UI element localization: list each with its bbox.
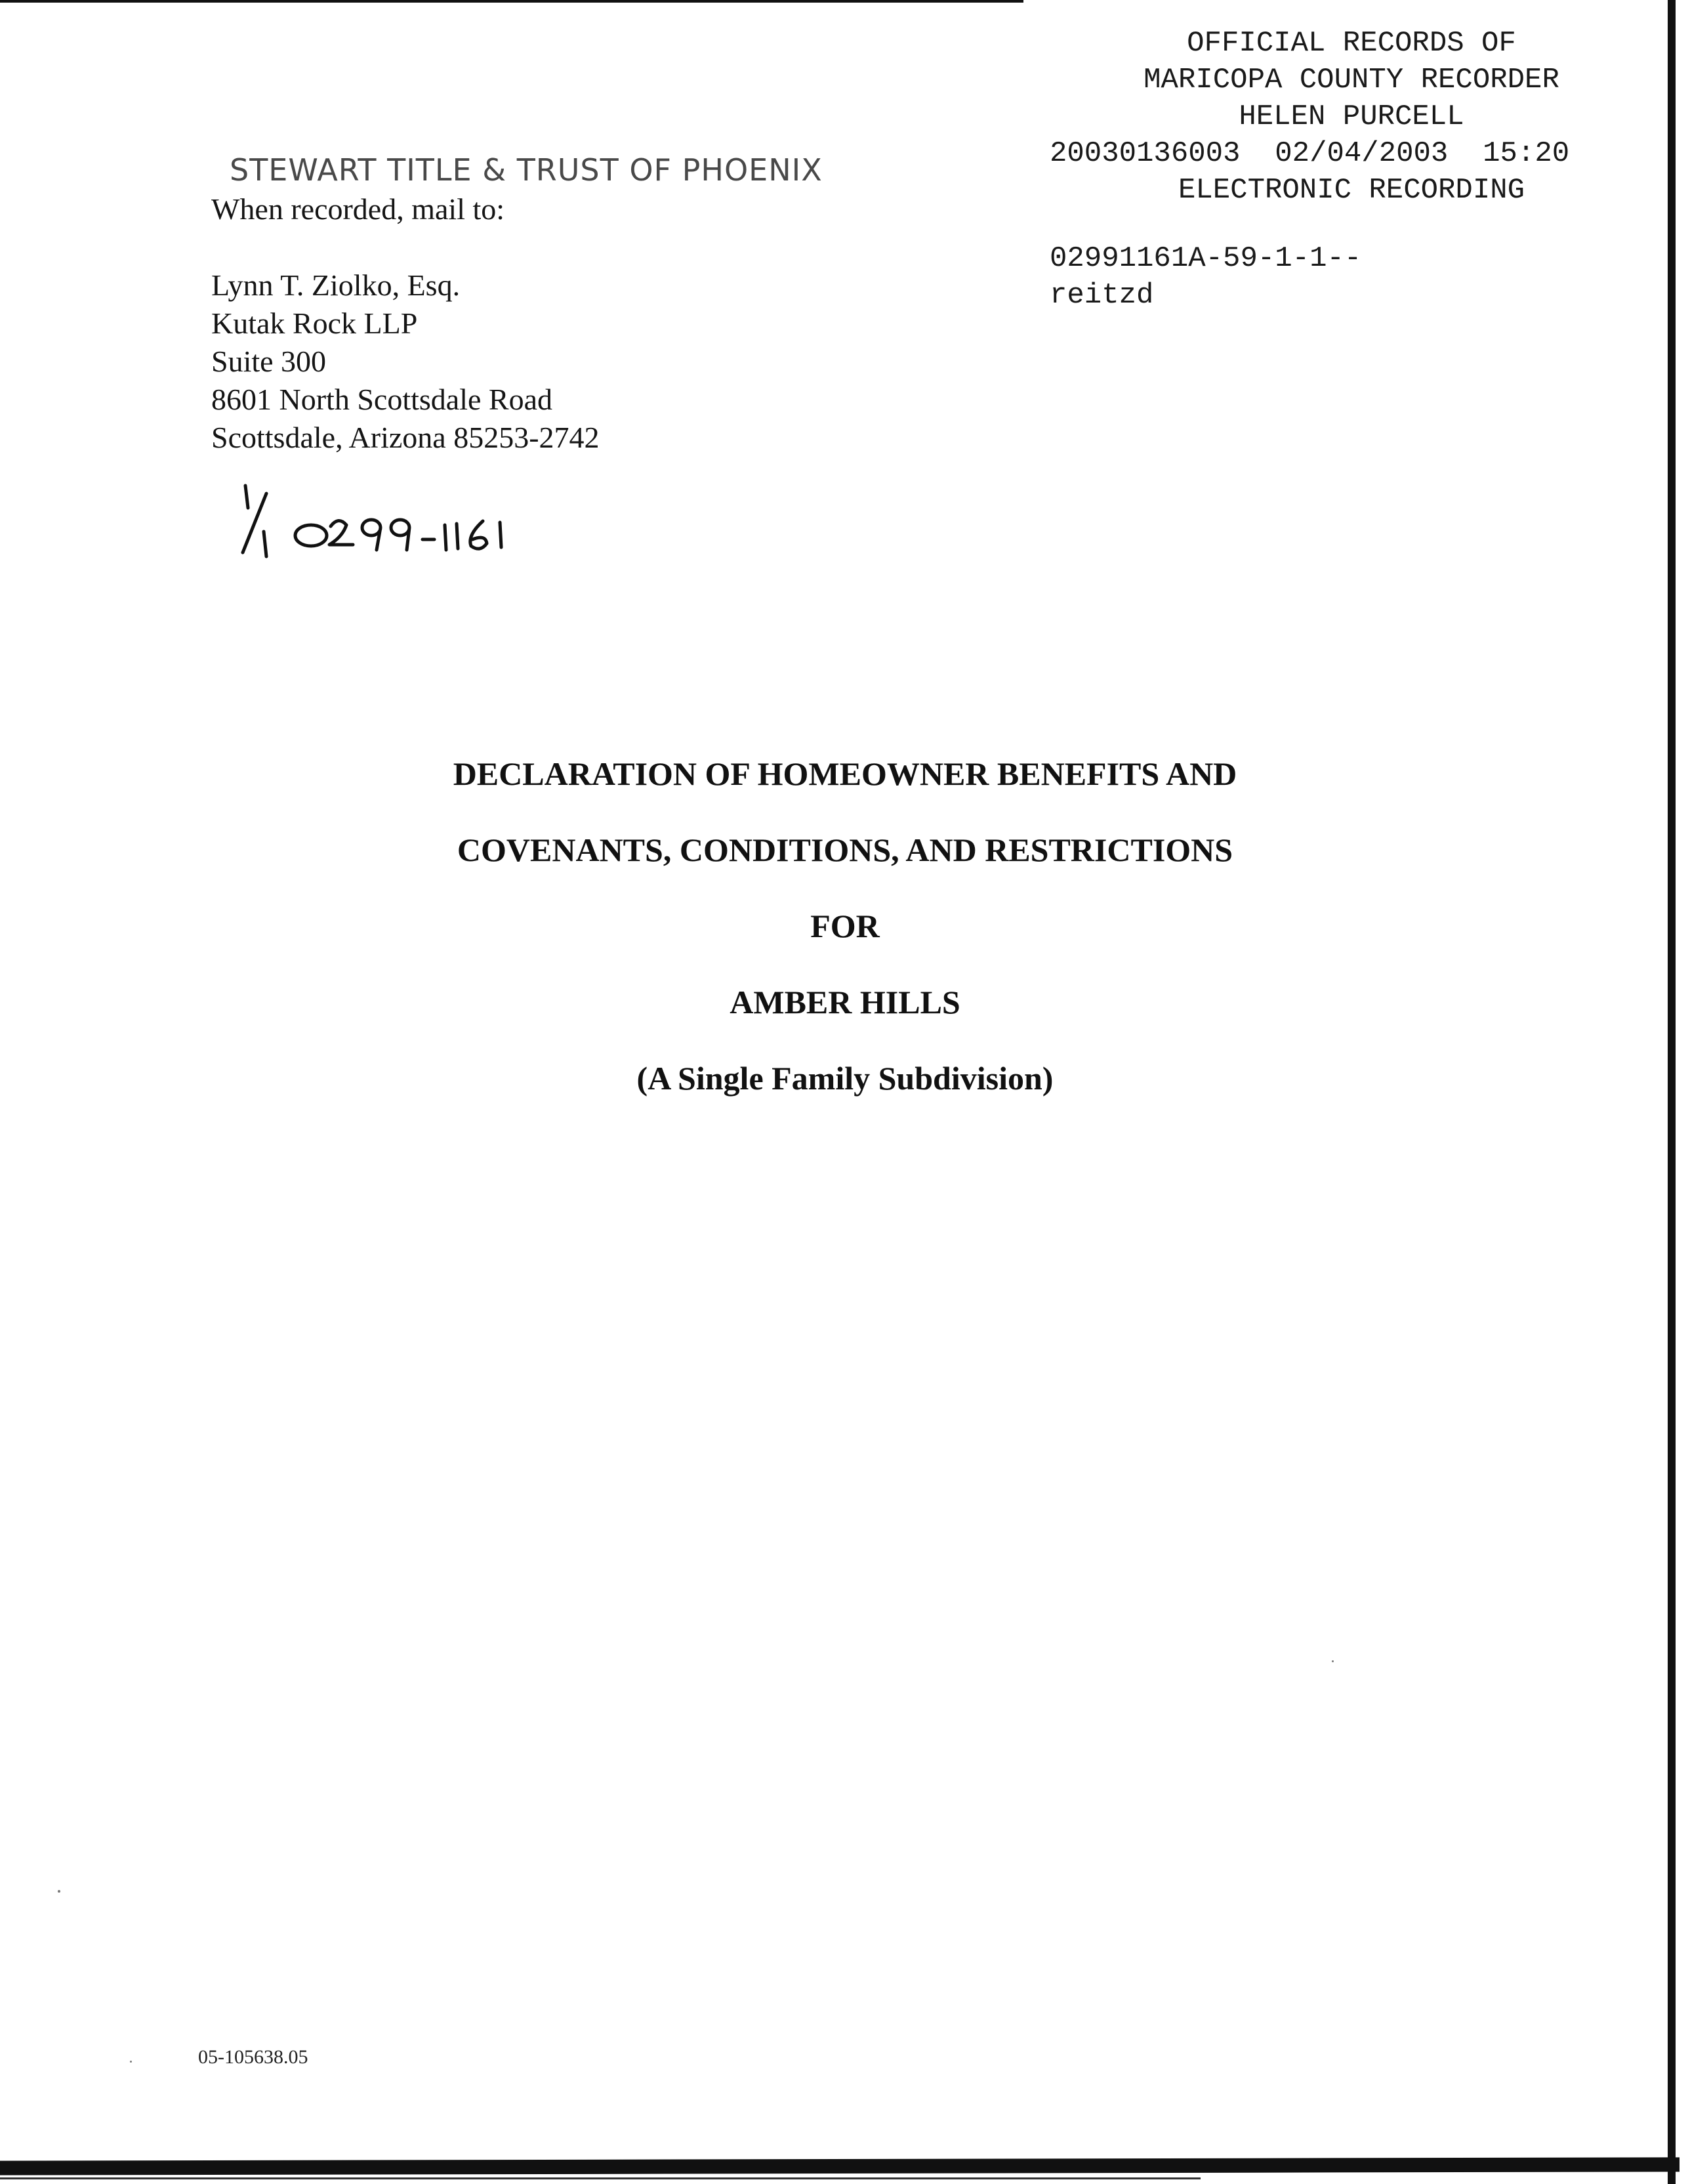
document-number: 05-105638.05	[198, 2046, 308, 2068]
handwritten-note	[237, 479, 552, 564]
mail-to-heading: When recorded, mail to:	[211, 192, 505, 226]
title-line-subdivision-name: AMBER HILLS	[730, 984, 960, 1020]
stamp-code: 02991161A-59-1-1--	[1050, 242, 1362, 275]
mail-to-line: Suite 300	[211, 345, 327, 378]
title-line-declaration: DECLARATION OF HOMEOWNER BENEFITS AND	[453, 755, 1237, 792]
mail-to-line: Kutak Rock LLP	[211, 306, 418, 340]
stamp-line-county-recorder: MARICOPA COUNTY RECORDER	[1144, 64, 1559, 96]
scan-edge-bottom-line	[0, 2177, 1201, 2179]
scan-speck	[58, 1890, 60, 1893]
title-company-stamp: STEWART TITLE & TRUST OF PHOENIX	[230, 152, 823, 188]
title-line-covenants: COVENANTS, CONDITIONS, AND RESTRICTIONS	[457, 831, 1233, 868]
stamp-user-id: reitzd	[1050, 279, 1154, 312]
scan-speck	[130, 2061, 132, 2063]
recorder-stamp	[1050, 25, 1653, 314]
title-line-subdivision-type: (A Single Family Subdivision)	[636, 1060, 1054, 1097]
mail-to-line: Lynn T. Ziolko, Esq.	[211, 268, 461, 302]
mail-to-block	[211, 190, 600, 457]
scan-edge-bottom	[0, 2157, 1680, 2175]
stamp-line-record-number-date: 20030136003 02/04/2003 15:20	[1050, 137, 1570, 170]
stamp-line-electronic-recording: ELECTRONIC RECORDING	[1178, 174, 1525, 207]
stamp-line-official-records: OFFICIAL RECORDS OF	[1187, 27, 1516, 60]
title-line-for: FOR	[810, 908, 880, 944]
scan-edge-top	[0, 0, 1023, 3]
mail-to-line: Scottsdale, Arizona 85253-2742	[211, 421, 600, 454]
scan-speck	[1332, 1660, 1334, 1662]
mail-to-line: 8601 North Scottsdale Road	[211, 383, 552, 416]
stamp-line-recorder-name: HELEN PURCELL	[1239, 100, 1464, 133]
